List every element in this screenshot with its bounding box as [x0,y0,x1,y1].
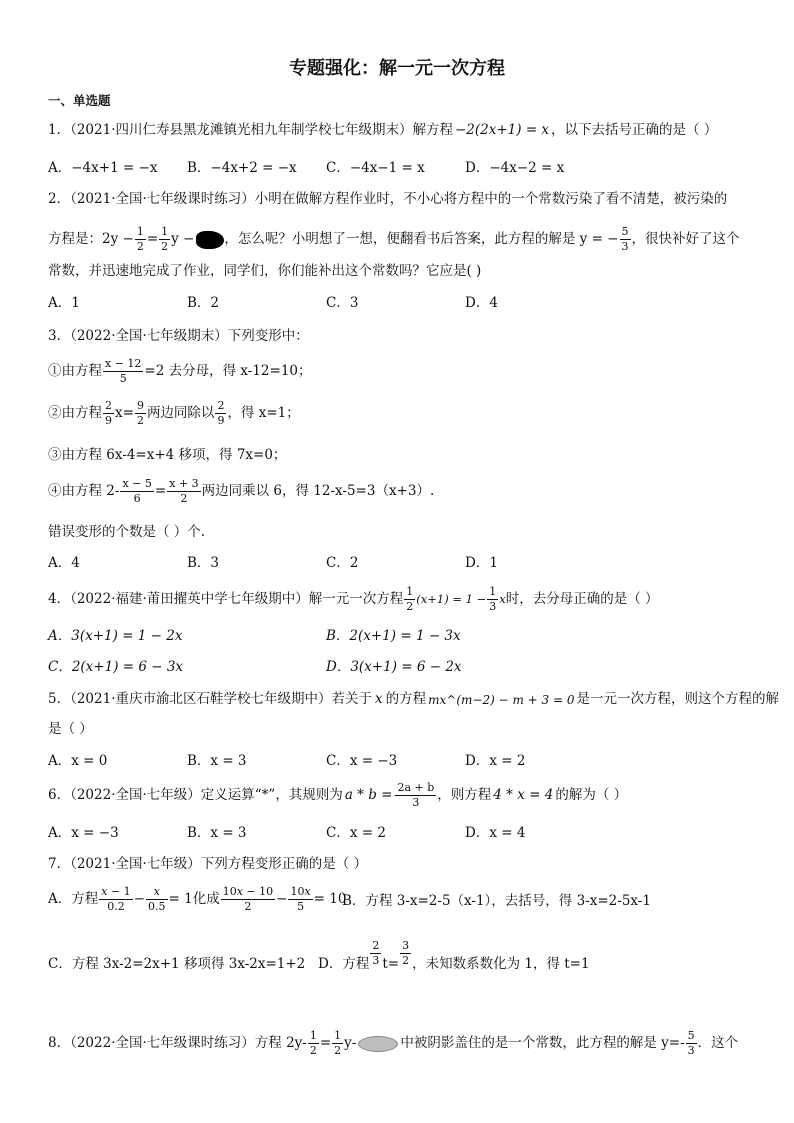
q6-option-b[interactable]: B．x = 3 [187,825,247,841]
question-1-stem: 1．（2021·四川仁寿县黑龙滩镇光相九年制学校七年级期末）解方程 −2(2x+1) = x ，以下去括号正确的是（ ） [48,122,718,138]
q1-option-a[interactable]: A．−4x+1 = −x [48,160,158,176]
q1-option-b[interactable]: B．−4x+2 = −x [187,160,297,176]
q3-statement-2: ②由方程 $\frac{2}{9}$ x= $\frac{9}{2}$ 两边同除以 $\frac{2}{9}$ ，得 x=1； [48,399,300,428]
q3-option-a[interactable]: A．4 [48,555,80,571]
question-2-line3: 常数，并迅速地完成了作业，同学们，你们能补出这个常数吗？它应是( ) [48,263,482,279]
q3-option-c[interactable]: C．2 [326,555,359,571]
q4-option-a[interactable]: A．3(x+1) = 1 − 2x [48,628,183,644]
q5-option-a[interactable]: A．x = 0 [48,753,108,769]
q1-option-c[interactable]: C．−4x−1 = x [326,160,425,176]
q7-option-c[interactable]: C．方程 3x-2=2x+1 移项得 3x-2x=1+2 [48,956,306,972]
q3-option-b[interactable]: B．3 [187,555,220,571]
q2-option-a[interactable]: A．1 [48,295,80,311]
question-5-line2: 是（ ） [48,721,93,737]
q3-option-d[interactable]: D．1 [465,555,498,571]
q7-option-d[interactable]: D．方程 $\frac{2}{3}$ t= $\frac{3}{2}$ ，未知数系数化为 1，得 t=1 [318,939,590,972]
q7-option-b[interactable]: B．方程 3-x=2-5（x-1），去括号，得 3-x=2-5x-1 [342,893,651,909]
q1-option-d[interactable]: D．−4x−2 = x [465,160,565,176]
q6-option-c[interactable]: C．x = 2 [326,825,386,841]
q5-option-c[interactable]: C．x = −3 [326,753,398,769]
question-6-stem: 6．（2022·全国·七年级）定义运算“*”，其规则为 a * b = $\frac{2a + b}{3}$ ，则方程 4 * x = 4 的解为（ ） [48,781,628,810]
q5-option-d[interactable]: D．x = 2 [465,753,526,769]
page-title: 专题强化：解一元一次方程 [289,58,505,79]
q4-option-b[interactable]: B．2(x+1) = 1 − 3x [326,628,461,644]
q7-option-a[interactable]: A．方程 $\frac{x - 1}{0.2}$ − $\frac{x}{0.5}$ = 1 化成 $\frac{10x - 10}{2}$ − $\frac{10x}{5}$ = 10 [48,885,347,914]
q4-option-d[interactable]: D．3(x+1) = 6 − 2x [326,659,462,675]
question-2-line2: 方程是：2y − $\frac{1}{2}$ = $\frac{1}{2}$ y − ，怎么呢？小明想了一想，便翻看书后答案，此方程的解是 y = − $\frac{5}{3}$ ，很快补好了这个 [48,225,740,254]
question-2-stem: 2．（2021·全国·七年级课时练习）小明在做解方程作业时，不小心将方程中的一个常数污染了看不清楚，被污染的 [48,191,728,207]
q2-option-d[interactable]: D．4 [465,295,498,311]
q3-statement-4: ④由方程 2- $\frac{x - 5}{6}$ = $\frac{x + 3}{2}$ 两边同乘以 6，得 12-x-5=3（x+3）. [48,477,435,506]
q2-option-c[interactable]: C．3 [326,295,359,311]
question-3-stem: 3．（2022·全国·七年级期末）下列变形中： [48,328,309,344]
q2-option-b[interactable]: B．2 [187,295,220,311]
q4-option-c[interactable]: C．2(x+1) = 6 − 3x [48,659,184,675]
question-5-stem: 5．（2021·重庆市渝北区石鞋学校七年级期中）若关于 x 的方程 mx^(m−2) − m + 3 = 0 是一元一次方程，则这个方程的解 [48,691,779,707]
question-8-stem: 8．（2022·全国·七年级课时练习）方程 2y- $\frac{1}{2}$ = $\frac{1}{2}$ y- 中被阴影盖住的是一个常数，此方程的解是 y=- $\frac{5}{3}$ ．这个 [48,1029,739,1058]
question-4-stem: 4．（2022·福建·莆田擢英中学七年级期中）解一元一次方程 $\frac{1}{2}$ (x+1) = 1 − $\frac{1}{3}$ x 时，去分母正确的是（ ） [48,585,659,614]
q3-statement-1: ①由方程 $\frac{x - 12}{5}$ =2 去分母，得 x-12=10； [48,357,312,386]
ink-blot-icon [196,231,224,249]
q6-option-a[interactable]: A．x = −3 [48,825,119,841]
question-3-question: 错误变形的个数是（ ）个. [48,524,206,540]
section-heading: 一、单选题 [48,93,111,108]
q3-statement-3: ③由方程 6x-4=x+4 移项，得 7x=0； [48,447,287,463]
q5-option-b[interactable]: B．x = 3 [187,753,247,769]
shaded-oval-icon [358,1036,398,1052]
question-7-stem: 7．（2021·全国·七年级）下列方程变形正确的是（ ） [48,856,368,872]
q6-option-d[interactable]: D．x = 4 [465,825,526,841]
